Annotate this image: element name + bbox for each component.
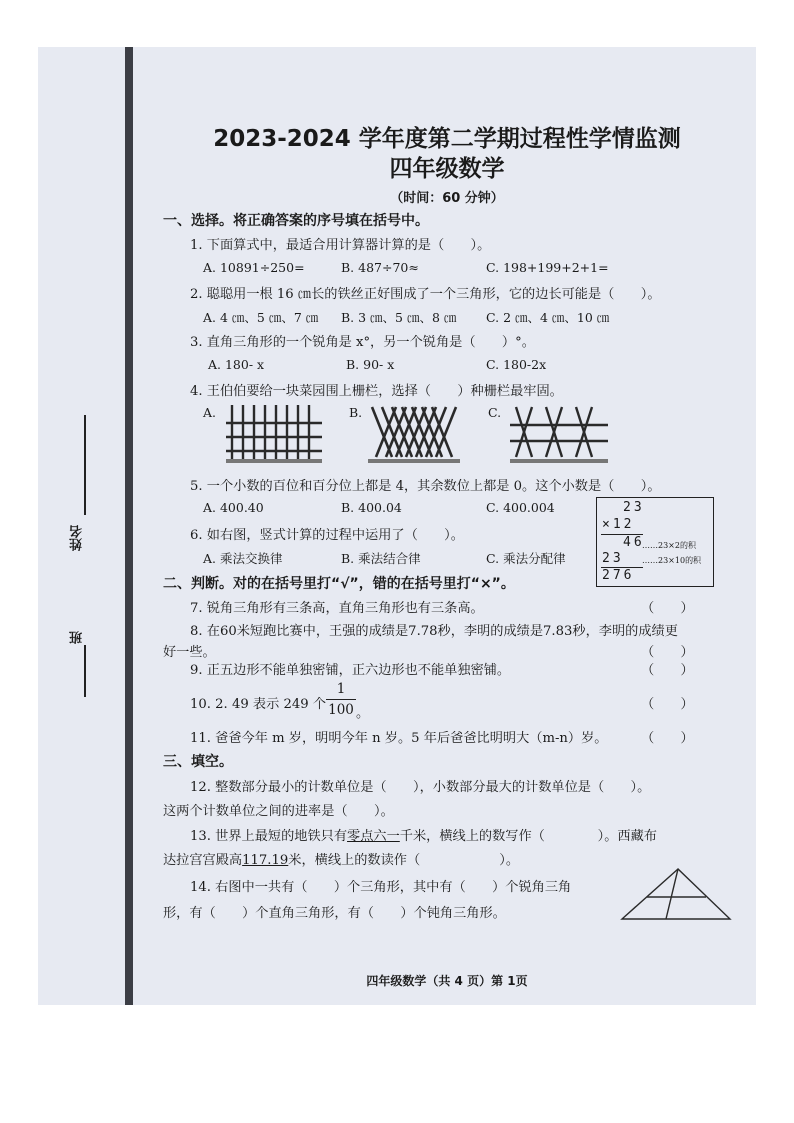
q10-period: 。 <box>356 706 370 721</box>
calc-multiplier: ×12 <box>602 517 635 532</box>
section-2-heading: 二、判断。对的在括号里打“√”，错的在括号里打“×”。 <box>163 576 515 592</box>
q13-line2-end: 米，横线上的数读作（ ）。 <box>288 853 520 868</box>
vertical-multiplication-box <box>596 497 714 587</box>
question-11: 11. 爸爸今年 m 岁，明明今年 n 岁。5 年后爸爸比明明大（m-n）岁。 <box>190 731 608 746</box>
question-12-line-1: 12. 整数部分最小的计数单位是（ ），小数部分最大的计数单位是（ ）。 <box>190 780 651 795</box>
q2-option-b: B. 3 ㎝、5 ㎝、8 ㎝ <box>341 310 457 325</box>
q1-option-b: B. 487÷70≈ <box>341 260 419 275</box>
question-4: 4. 王伯伯要给一块菜园围上栅栏，选择（ ）种栅栏最牢固。 <box>190 384 563 399</box>
q5-option-a: A. 400.40 <box>203 500 264 515</box>
exam-page <box>38 47 756 1005</box>
q10-fraction-denominator: 100 <box>328 702 354 718</box>
question-1: 1. 下面算式中，最适合用计算器计算的是（ ）。 <box>190 238 491 253</box>
question-5: 5. 一个小数的百位和百分位上都是 4，其余数位上都是 0。这个小数是（ ）。 <box>190 479 661 494</box>
question-14-line-1: 14. 右图中一共有（ ）个三角形，其中有（ ）个锐角三角 <box>190 880 572 895</box>
q10-answer-blank[interactable]: （ ） <box>641 697 694 712</box>
calc-multiplicand: 23 <box>623 500 645 515</box>
calc-note-1: ……23×2的积 <box>642 541 696 550</box>
q13-text-start: 13. 世界上最短的地铁只有 <box>190 829 348 844</box>
triangle-figure <box>620 865 734 923</box>
question-6: 6. 如右图，竖式计算的过程中运用了（ ）。 <box>190 528 464 543</box>
q13-underlined-height: 117.19 <box>242 853 289 868</box>
page-footer: 四年级数学（共 4 页）第 1页 <box>366 974 528 988</box>
q10-fraction-numerator: 1 <box>336 681 346 697</box>
question-12-line-2: 这两个计数单位之间的进率是（ ）。 <box>163 804 394 819</box>
question-13-line-2 <box>163 849 519 868</box>
name-label: 姓名 <box>70 525 85 551</box>
binding-line <box>125 47 133 1005</box>
question-10: 10. 2. 49 表示 249 个 <box>190 697 327 712</box>
question-8-line-1: 8. 在60米短跑比赛中，王强的成绩是7.78秒，李明的成绩是7.83秒，李明的成绩更 <box>190 624 678 639</box>
name-underline <box>84 415 86 515</box>
q11-answer-blank[interactable]: （ ） <box>641 731 694 746</box>
class-underline <box>84 645 86 697</box>
question-3: 3. 直角三角形的一个锐角是 x°，另一个锐角是（ ）°。 <box>190 335 535 350</box>
fence-a-grid-image <box>226 403 322 465</box>
question-8-line-2: 好一些。 <box>163 645 216 660</box>
q5-option-c: C. 400.004 <box>486 500 555 515</box>
q3-option-a: A. 180- x <box>208 357 265 372</box>
question-14-line-2: 形，有（ ）个直角三角形，有（ ）个钝角三角形。 <box>163 906 506 921</box>
calc-product: 276 <box>602 568 635 583</box>
q3-option-b: B. 90- x <box>346 357 395 372</box>
q4-option-a: A. <box>203 405 217 420</box>
question-2: 2. 聪聪用一根 16 ㎝长的铁丝正好围成了一个三角形，它的边长可能是（ ）。 <box>190 287 661 302</box>
q6-option-b: B. 乘法结合律 <box>341 551 421 566</box>
q2-option-c: C. 2 ㎝、4 ㎝、10 ㎝ <box>486 310 610 325</box>
q13-text-end: 千米，横线上的数写作（ ）。西藏布 <box>399 829 657 844</box>
question-13-line-1 <box>190 825 657 844</box>
q4-option-b: B. <box>349 405 363 420</box>
exam-time: （时间：60 分钟） <box>390 191 504 206</box>
q4-option-c: C. <box>488 405 502 420</box>
q7-answer-blank[interactable]: （ ） <box>641 601 694 616</box>
q10-fraction-bar <box>326 699 356 700</box>
exam-title: 2023-2024 学年度第二学期过程性学情监测 <box>213 126 681 152</box>
fence-b-crossed-image <box>368 403 460 465</box>
calc-note-2: ……23×10的积 <box>642 556 702 565</box>
q13-line2-start: 达拉宫宫殿高 <box>163 853 243 868</box>
exam-subject: 四年级数学 <box>389 156 505 182</box>
q9-answer-blank[interactable]: （ ） <box>641 663 694 678</box>
q6-option-c: C. 乘法分配律 <box>486 551 566 566</box>
class-label: 班 <box>70 631 85 644</box>
question-9: 9. 正五边形不能单独密铺，正六边形也不能单独密铺。 <box>190 663 511 678</box>
fence-c-mixed-image <box>510 403 608 465</box>
section-3-heading: 三、填空。 <box>163 754 233 770</box>
calc-partial-1: 46 <box>623 535 645 550</box>
q1-option-c: C. 198+199+2+1= <box>486 260 609 275</box>
q2-option-a: A. 4 ㎝、5 ㎝、7 ㎝ <box>203 310 319 325</box>
question-7: 7. 锐角三角形有三条高，直角三角形也有三条高。 <box>190 601 484 616</box>
q13-underlined-number: 零点六一 <box>347 829 400 844</box>
q6-option-a: A. 乘法交换律 <box>203 551 283 566</box>
section-1-heading: 一、选择。将正确答案的序号填在括号中。 <box>163 213 429 229</box>
q1-option-a: A. 10891÷250= <box>203 260 305 275</box>
q8-answer-blank[interactable]: （ ） <box>641 645 694 660</box>
q3-option-c: C. 180-2x <box>486 357 547 372</box>
calc-partial-2: 23 <box>602 551 624 566</box>
q5-option-b: B. 400.04 <box>341 500 402 515</box>
